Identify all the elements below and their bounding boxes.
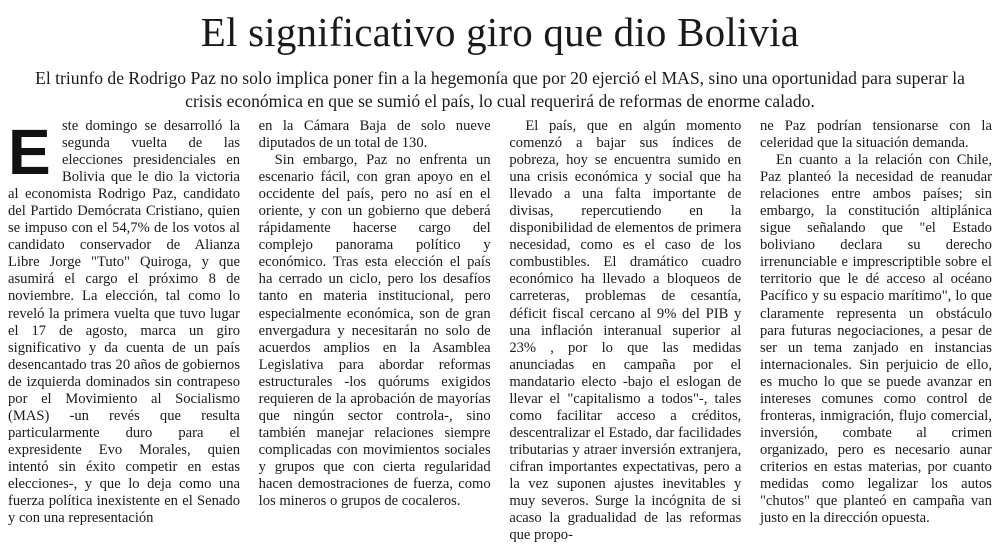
deck-subtitle: El triunfo de Rodrigo Paz no solo implica poner fin a la hegemonía que por 20 ejerció el MAS, sino una oportunidad para superar la crisis económica en que se sumió el país, lo cual requerirá de reformas de enorme calado. [35, 68, 965, 111]
paragraph: ne Paz podrían tensionarse con la celeridad que la situación demanda. [759, 118, 992, 152]
column-4 [759, 118, 992, 527]
paragraph-text: ste domingo se desarrolló la segunda vuelta de las elecciones presidenciales en Bolivia que le dio la victoria al economista Rodrigo Paz, candidato del Partido Demócrata Cristiano, quien se impuso con el 54,7% de los votos al candidato conservador de Alianza Libre Jorge "Tuto" Quiroga, y que asumirá el cargo el próximo 8 de noviembre. La elección, tal como lo reveló la primera vuelta que tuvo lugar el 17 de agosto, marca un giro significativo y da cuenta de un país desencantado tras 20 años de gobiernos de izquierda dominados sin contrapeso por el Movimiento al Socialismo (MAS) -un revés que resulta particularmente duro para el expresidente Evo Morales, quien intentó sin éxito competir en estas elecciones-, y que lo deja como una fuerza política inexistente en el Senado y con una representación [8, 118, 240, 527]
paragraph [8, 118, 240, 527]
paragraph: Sin embargo, Paz no enfrenta un escenario fácil, con gran apoyo en el occidente del país, pero no así en el oriente, y con un gobierno que deberá rápidamente hacerse cargo del complejo panorama político y económico. Tras esta elección el país ha cerrado un ciclo, pero los desafíos tanto en materia institucional, pero especialmente económica, son de gran envergadura y necesitarán no solo de acuerdos amplios en la Asamblea Legislativa para abordar reformas estructurales -los quórums exigidos requieren de la aprobación de mayorías que ningún sector controla-, sino también manejar relaciones siempre complicadas con movimientos sociales y grupos que con cierta regularidad hacen demostraciones de fuerza, como los mineros o grupos de cocaleros. [258, 152, 491, 510]
article-columns [8, 116, 992, 544]
column-1 [8, 116, 240, 527]
paragraph: en la Cámara Baja de solo nueve diputados de un total de 130. [258, 118, 491, 152]
drop-cap: E [8, 116, 51, 188]
column-3 [509, 118, 742, 544]
paragraph: En cuanto a la relación con Chile, Paz planteó la necesidad de reanudar relaciones entre ambos países; sin embargo, la constitución altiplánica sigue señalando que "el Estado boliviano declara su derecho irrenunciable e imprescriptible sobre el territorio que le dé acceso al océano Pacífico y su espacio marítimo", lo que claramente representa un obstáculo para futuras negociaciones, a pesar de ser un tema zanjado en instancias internacionales. Sin perjuicio de ello, es mucho lo que se puede avanzar en intereses comunes como control de fronteras, inmigración, flujo comercial, inversión, combate al crimen organizado, pero es necesario aunar criterios en estas materias, por cuanto medidas como legalizar los autos "chutos" que planteó en campaña van justo en la dirección opuesta. [759, 152, 992, 527]
paragraph: El país, que en algún momento comenzó a bajar sus índices de pobreza, hoy se encuentra sumido en una crisis económica y social que ha llevado a una falta importante de divisas, repercutiendo en la disponibilidad de elementos de primera necesidad, como es el caso de los combustibles. El dramático cuadro económico ha llevado a bloqueos de carreteras, problemas de cesantía, déficit fiscal cercano al 9% del PIB y una inflación interanual superior al 23% , por lo que las medidas anunciadas en campaña por el mandatario electo -bajo el eslogan de llevar el "capitalismo a todos"-, tales como facilitar acceso a créditos, descentralizar el Estado, dar facilidades tributarias y atraer inversión extranjera, cifran importantes expectativas, pero a la vez suponen ajustes inevitables y muy severos. Surge la incógnita de si acaso la gradualidad de las reformas que propo- [509, 118, 742, 544]
column-2 [258, 118, 491, 510]
headline: El significativo giro que dio Bolivia [200, 9, 800, 55]
